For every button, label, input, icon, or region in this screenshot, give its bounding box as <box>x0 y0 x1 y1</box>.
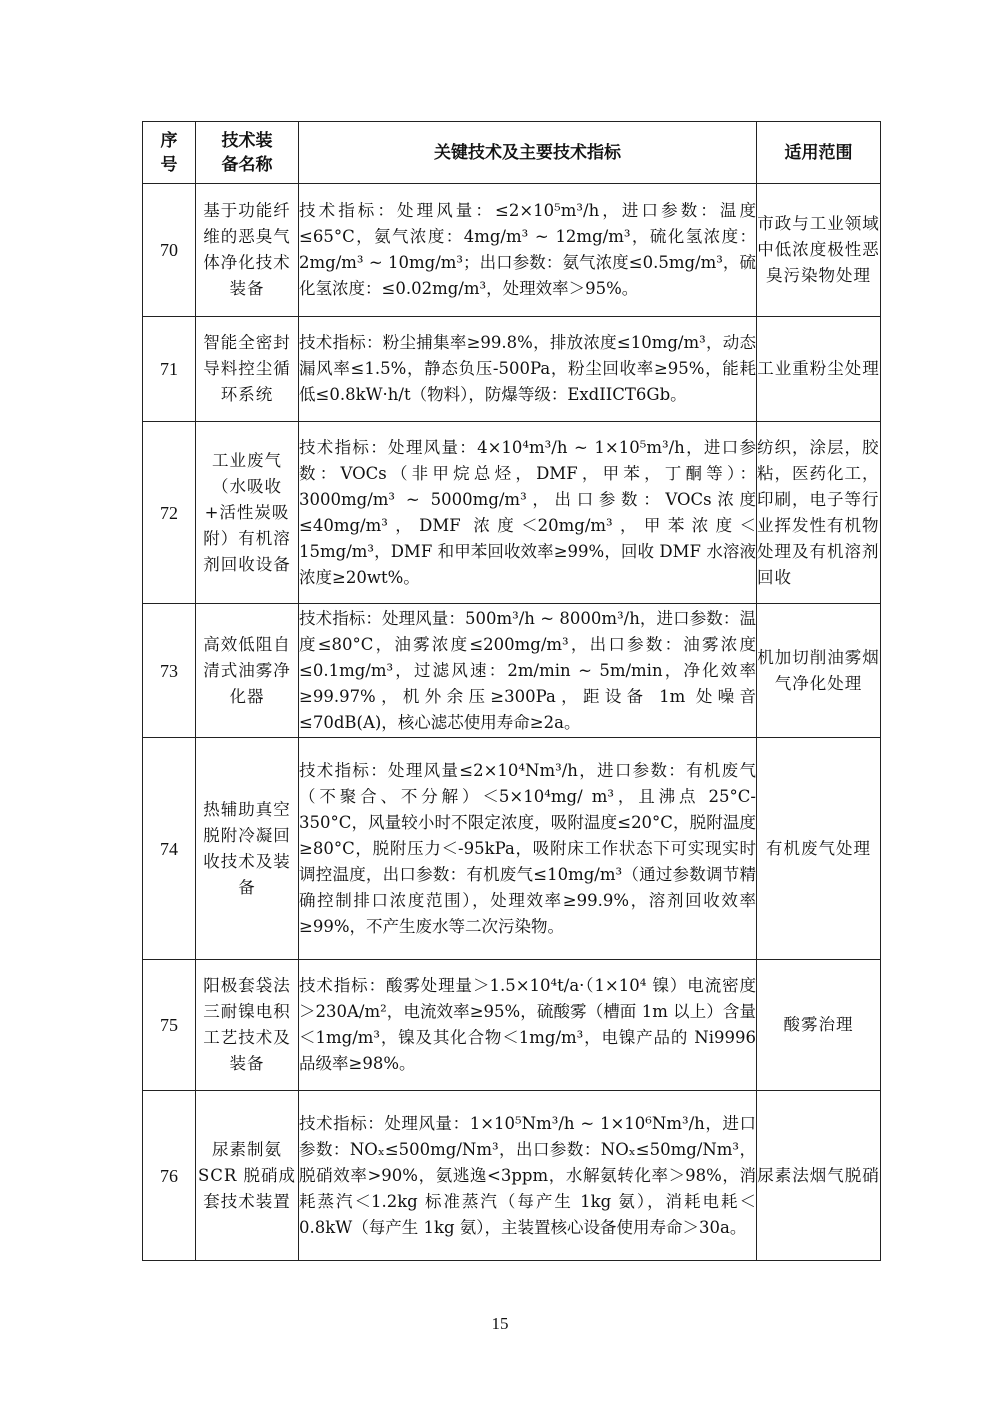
row-number: 74 <box>143 738 196 960</box>
row-number: 72 <box>143 422 196 604</box>
equipment-name: 阳极套袋法三耐镍电积工艺技术及装备 <box>196 960 299 1091</box>
technical-spec: 技术指标：酸雾处理量＞1.5×10⁴t/a·（1×10⁴ 镍）电流密度＞230A/m²，电流效率≥95%，硫酸雾（槽面 1m 以上）含量＜1mg/m³，镍及其化合物＜1mg/m³，电镍产品的 Ni9996 品级率≥98%。 <box>299 960 757 1091</box>
technical-spec: 技术指标：处理风量≤2×10⁴Nm³/h，进口参数：有机废气（不聚合、不分解）＜5×10⁴mg/ m³，且沸点 25°C-350°C，风量较小时不限定浓度，吸附温度≤20°C，脱附温度≥80°C，脱附压力＜-95kPa，吸附床工作状态下可实现实时调控温度，出口参数：有机废气≤10mg/m³（通过参数调节精确控制排口浓度范围），处理效率≥99.9%，溶剂回收效率≥99%，不产生废水等二次污染物。 <box>299 738 757 960</box>
table-row <box>143 1091 881 1261</box>
header-scope: 适用范围 <box>757 122 881 184</box>
table-row <box>143 184 881 317</box>
application-scope: 市政与工业领域中低浓度极性恶臭污染物处理 <box>757 184 881 317</box>
equipment-name: 高效低阻自清式油雾净化器 <box>196 604 299 738</box>
equipment-name: 基于功能纤维的恶臭气体净化技术装备 <box>196 184 299 317</box>
application-scope: 尿素法烟气脱硝 <box>757 1091 881 1261</box>
row-number: 73 <box>143 604 196 738</box>
page-number: 15 <box>491 1314 509 1333</box>
equipment-name: 尿素制氨 SCR 脱硝成套技术装置 <box>196 1091 299 1261</box>
application-scope: 有机废气处理 <box>757 738 881 960</box>
application-scope: 纺织，涂层，胶粘，医药化工，印刷，电子等行业挥发性有机物处理及有机溶剂回收 <box>757 422 881 604</box>
table-row <box>143 960 881 1091</box>
equipment-name: 智能全密封导料控尘循环系统 <box>196 317 299 422</box>
equipment-name: 工业废气（水吸收+活性炭吸附）有机溶剂回收设备 <box>196 422 299 604</box>
header-spec: 关键技术及主要技术指标 <box>299 122 757 184</box>
application-scope: 机加切削油雾烟气净化处理 <box>757 604 881 738</box>
technical-spec: 技术指标：处理风量：≤2×10⁵m³/h，进口参数：温度≤65°C，氨气浓度：4mg/m³ ~ 12mg/m³，硫化氢浓度：2mg/m³ ~ 10mg/m³；出口参数：氨气浓度≤0.5mg/m³，硫化氢浓度：≤0.02mg/m³，处理效率＞95%。 <box>299 184 757 317</box>
row-number: 71 <box>143 317 196 422</box>
table-row <box>143 738 881 960</box>
header-name: 技术装备名称 <box>196 122 299 184</box>
application-scope: 酸雾治理 <box>757 960 881 1091</box>
table-row <box>143 422 881 604</box>
equipment-name: 热辅助真空脱附冷凝回收技术及装备 <box>196 738 299 960</box>
table-row <box>143 604 881 738</box>
row-number: 70 <box>143 184 196 317</box>
row-number: 75 <box>143 960 196 1091</box>
table-header-row <box>143 122 881 184</box>
technical-spec: 技术指标：处理风量：500m³/h ~ 8000m³/h，进口参数：温度≤80°C，油雾浓度≤200mg/m³，出口参数：油雾浓度≤0.1mg/m³，过滤风速：2m/min ~ 5m/min，净化效率≥99.97%，机外余压≥300Pa，距设备 1m 处噪音≤70dB(A)，核心滤芯使用寿命≥2a。 <box>299 604 757 738</box>
equipment-table <box>142 121 881 1261</box>
technical-spec: 技术指标：粉尘捕集率≥99.8%，排放浓度≤10mg/m³，动态漏风率≤1.5%，静态负压-500Pa，粉尘回收率≥95%，能耗低≤0.8kW·h/t（物料），防爆等级：ExdIICT6Gb。 <box>299 317 757 422</box>
technical-spec: 技术指标：处理风量：4×10⁴m³/h ~ 1×10⁵m³/h，进口参数：VOCs（非甲烷总烃，DMF，甲苯，丁酮等）：3000mg/m³ ~ 5000mg/m³，出口参数：VOCs浓度≤40mg/m³，DMF 浓度＜20mg/m³，甲苯浓度＜15mg/m³，DMF 和甲苯回收效率≥99%，回收 DMF 水溶液浓度≥20wt%。 <box>299 422 757 604</box>
header-no: 序号 <box>143 122 196 184</box>
application-scope: 工业重粉尘处理 <box>757 317 881 422</box>
table-row <box>143 317 881 422</box>
row-number: 76 <box>143 1091 196 1261</box>
technical-spec: 技术指标：处理风量：1×10⁵Nm³/h ~ 1×10⁶Nm³/h，进口参数：NOₓ≤500mg/Nm³，出口参数：NOₓ≤50mg/Nm³，脱硝效率>90%，氨逃逸<3ppm，水解氨转化率＞98%，消耗蒸汽＜1.2kg 标准蒸汽（每产生 1kg 氨），消耗电耗＜0.8kW（每产生 1kg 氨），主装置核心设备使用寿命＞30a。 <box>299 1091 757 1261</box>
